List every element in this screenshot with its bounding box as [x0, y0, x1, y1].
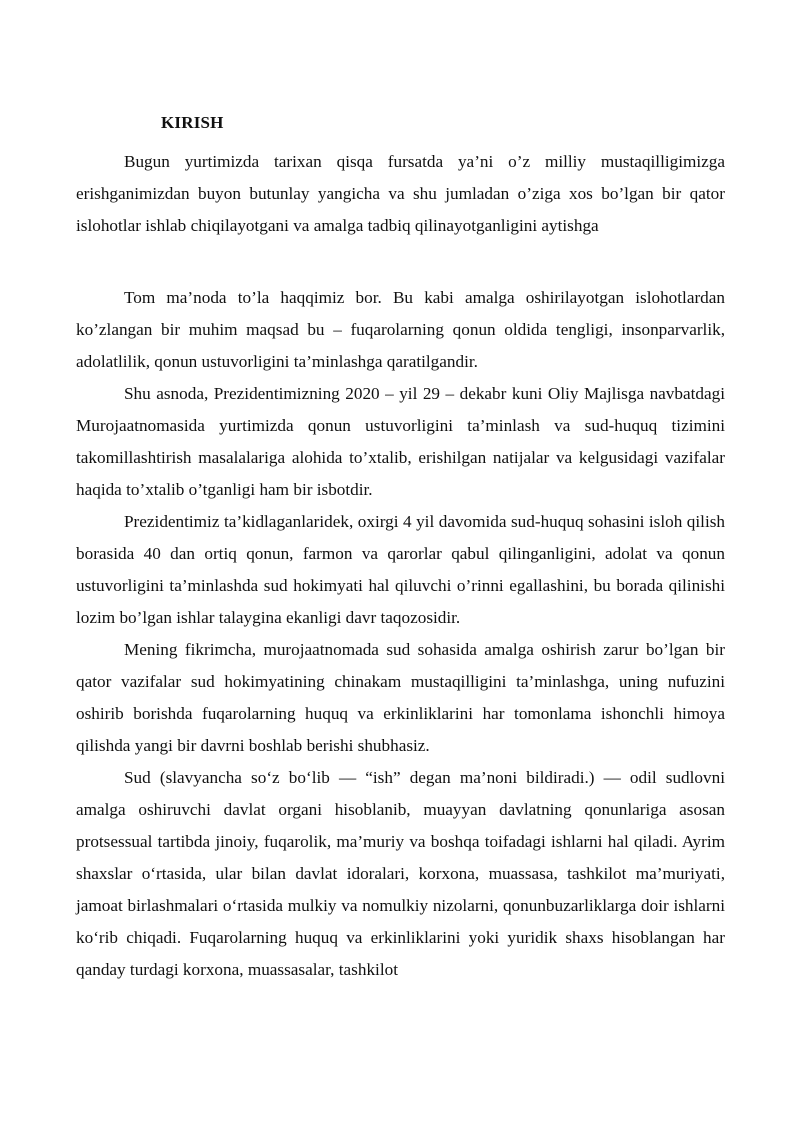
section-heading: KIRISH — [161, 113, 224, 132]
paragraph: Shu asnoda, Prezidentimizning 2020 – yil 29 – dekabr kuni Oliy Majlisga navbatdagi Murojaatnomasida yurtimizda qonun ustuvorligini ta’minlash va sud-huquq tizimini takomillashtirish masalalariga alohida to’xtalib, erishilgan natijalar va kelgusidagi vazifalar haqida to’xtalib o’tganligi ham bir isbotdir. — [76, 384, 725, 499]
paragraph-intro: Bugun yurtimizda tarixan qisqa fursatda ya’ni o’z milliy mustaqilligimizga erishganimizdan buyon butunlay yangicha va shu jumladan o’ziga xos bo’lgan bir qator islohotlar ishlab chiqilayotgani va amalga tadbiq qilinayotganligini aytishga — [76, 152, 725, 235]
paragraph: Sud (slavyancha so‘z bo‘lib — “ish” degan ma’noni bildiradi.) — odil sudlovni amalga oshiruvchi davlat organi hisoblanib, muayyan davlatning qonunlariga asosan protsessual tartibda jinoiy, fuqarolik, ma’muriy va boshqa toifadagi ishlarni hal qiladi. Ayrim shaxslar o‘rtasida, ular bilan davlat idoralari, korxona, muassasa, tashkilot ma’muriyati, jamoat birlashmalari o‘rtasida mulkiy va nomulkiy nizolarni, qonunbuzarliklarga doir ishlarni ko‘rib chiqadi. Fuqarolarning huquq va erkinliklarini yoki yuridik shaxs hisoblangan har qanday turdagi korxona, muassasalar, tashkilot — [76, 768, 725, 979]
paragraph: Tom ma’noda to’la haqqimiz bor. Bu kabi amalga oshirilayotgan islohotlardan ko’zlangan bir muhim maqsad bu – fuqarolarning qonun oldida tengligi, insonparvarlik, adolatlilik, qonun ustuvorligini ta’minlashga qaratilgandir. — [76, 288, 725, 371]
intro-block — [76, 146, 725, 242]
paragraph: Prezidentimiz ta’kidlaganlaridek, oxirgi 4 yil davomida sud-huquq sohasini isloh qilish borasida 40 dan ortiq qonun, farmon va qarorlar qabul qilinganligini, adolat va qonun ustuvorligini ta’minlashda sud hokimyati hal qiluvchi o’rinni egallashini, bu borada qilinishi lozim bo’lgan ishlar talaygina ekanligi davr taqozosidir. — [76, 512, 725, 627]
body-text — [76, 282, 725, 986]
paragraph: Mening fikrimcha, murojaatnomada sud sohasida amalga oshirish zarur bo’lgan bir qator vazifalar sud hokimyatining chinakam mustaqilligini ta’minlashga, uning nufuzini oshirib borishda fuqarolarning huquq va erkinliklarini har tomonlama ishonchli himoya qilishda yangi bir davrni boshlab berishi shubhasiz. — [76, 640, 725, 755]
